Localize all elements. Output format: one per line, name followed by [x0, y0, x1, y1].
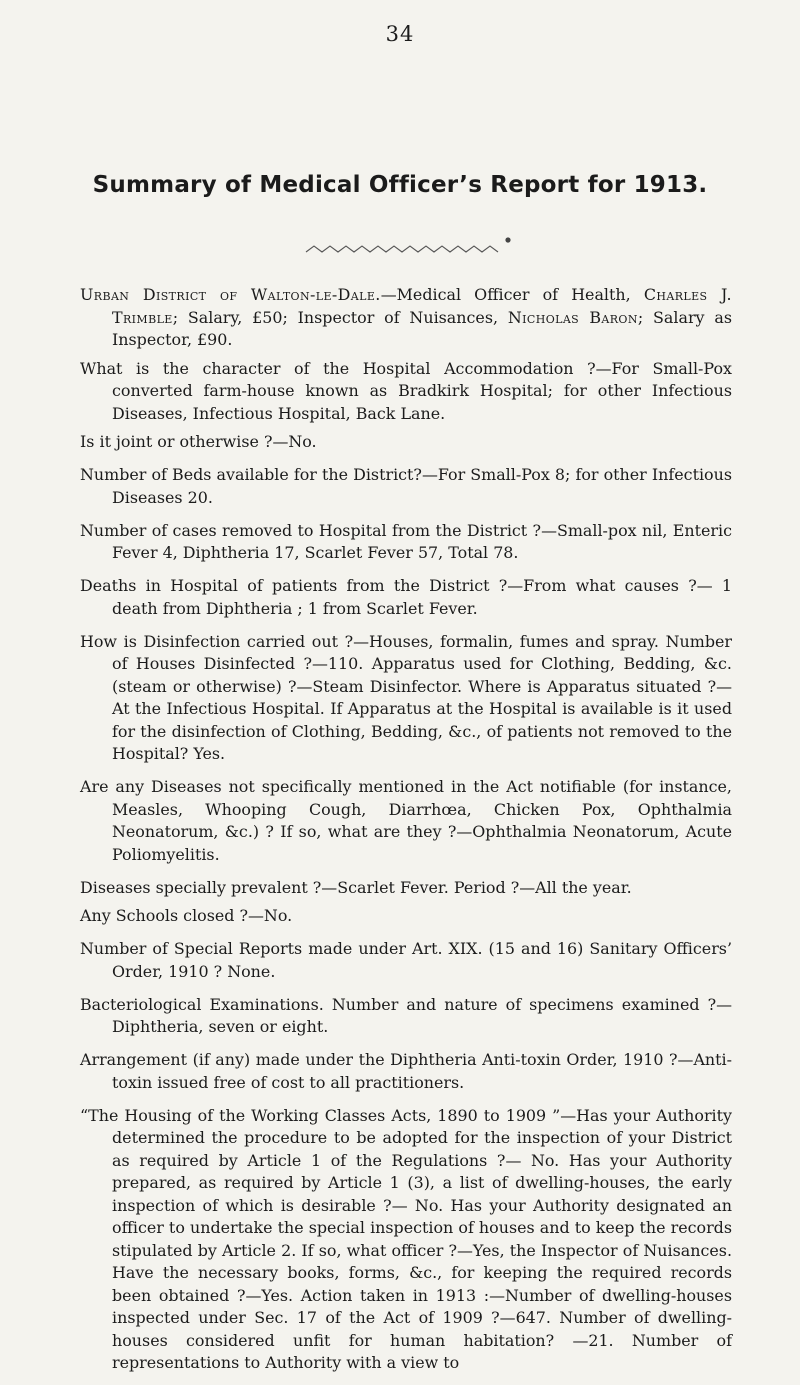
- report-title: Summary of Medical Officer’s Report for 1913.: [92, 172, 708, 198]
- paragraph-schools-closed: Any Schools closed ?—No.: [80, 906, 293, 925]
- inspector-name: Nicholas Baron: [507, 307, 638, 327]
- paragraph-prevalent-diseases: Diseases specially prevalent ?—Scarlet Fever. Period ?—All the year.: [80, 877, 632, 897]
- paragraph-joint: Is it joint or otherwise ?—No.: [80, 432, 317, 451]
- paragraph-hospital-accommodation: What is the character of the Hospital Accommodation ?—For Small-Pox converted farm-house known as Bradkirk Hospital; for other Infectious Diseases, Infectious Hospital, Back Lane.: [80, 358, 732, 423]
- paragraph-district: Urban District of Walton-le-Dale.—Medical Officer of Health, Charles J. Trimble; Salary, £50; Inspector of Nuisances, Nicholas Baron; Salary as Inspector, £90.: [80, 285, 733, 349]
- medical-officer-name: Charles J. Trimble: [112, 285, 733, 327]
- paragraph-antitoxin: Arrangement (if any) made under the Diphtheria Anti-toxin Order, 1910 ?—Anti-toxin issued free of cost to all practitioners.: [80, 1050, 732, 1092]
- district-name: Urban District of Walton-le-Dale.: [80, 285, 381, 304]
- decorative-rule-ornament: [302, 232, 522, 258]
- paragraph-cases-removed: Number of cases removed to Hospital from the District ?—Small-pox nil, Enteric Fever 4, Diphtheria 17, Scarlet Fever 57, Total 78.: [80, 520, 732, 562]
- paragraph-disinfection: How is Disinfection carried out ?—Houses, formalin, fumes and spray. Number of Houses Disinfected ?—110. Apparatus used for Clothing, Bedding, &c. (steam or otherwise) ?—Steam Disinfector. Where is Apparatus situated ?—At the Infectious Hospital. If Apparatus at the Hospital is available is it used for the disinfection of Clothing, Bedding, &c., of patients not removed to the Hospital? Yes.: [80, 631, 732, 763]
- paragraph-deaths: Deaths in Hospital of patients from the District ?—From what causes ?— 1 death from Diphtheria ; 1 from Scarlet Fever.: [80, 576, 732, 618]
- report-body: [80, 284, 732, 1385]
- paragraph-notifiable-diseases: Are any Diseases not specifically mentioned in the Act notifiable (for instance, Measles, Whooping Cough, Diarrhœa, Chicken Pox, Ophthalmia Neonatorum, &c.) ? If so, what are they ?—Ophthalmia Neonatorum, Acute Poliomyelitis.: [80, 777, 732, 864]
- paragraph-beds: Number of Beds available for the District?—For Small-Pox 8; for other Infectious Diseases 20.: [80, 465, 732, 507]
- paragraph-special-reports: Number of Special Reports made under Art. XIX. (15 and 16) Sanitary Officers’ Order, 1910 ? None.: [80, 939, 732, 981]
- page-number: 34: [385, 22, 415, 46]
- paragraph-bacteriological: Bacteriological Examinations. Number and nature of specimens examined ?—Diphtheria, seven or eight.: [80, 994, 732, 1036]
- paragraph-housing-acts: “The Housing of the Working Classes Acts, 1890 to 1909 ”—Has your Authority determined the procedure to be adopted for the inspection of your District as required by Article 1 of the Regulations ?— No. Has your Authority prepared, as required by Article 1 (3), a list of dwelling-houses, the early inspection of which is desirable ?— No. Has your Authority designated an officer to undertake the special inspection of houses and to keep the records stipulated by Article 2. If so, what officer ?—Yes, the Inspector of Nuisances. Have the necessary books, forms, &c., for keeping the required records been obtained ?—Yes. Action taken in 1913 :—Number of dwelling-houses inspected under Sec. 17 of the Act of 1909 ?—647. Number of dwelling-houses considered unfit for human habitation? —21. Number of representations to Authority with a view to: [80, 1105, 732, 1372]
